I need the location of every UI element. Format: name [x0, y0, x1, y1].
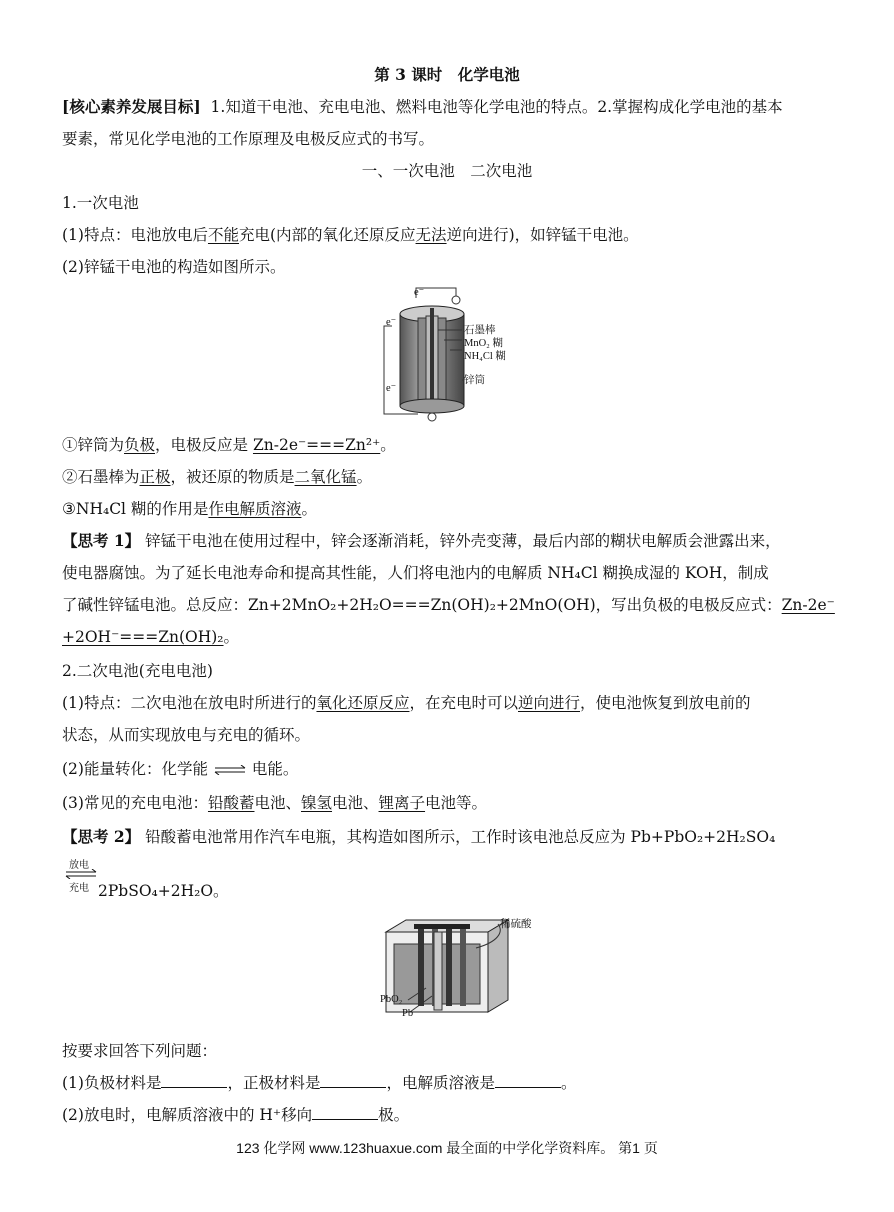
common-batteries: [62, 792, 842, 814]
text: ，正极材料是: [227, 1074, 321, 1092]
think-tag: 【思考 1】: [62, 531, 141, 550]
text: ，使电池恢复到放电前的: [580, 694, 751, 712]
label-electron-bottom: e⁻: [386, 383, 397, 394]
reversible-arrow-icon: [64, 869, 98, 879]
discharge-label: 放电: [69, 860, 89, 871]
text: (2)能量转化：化学能: [62, 760, 208, 778]
text: 了碱性锌锰电池。总反应：Zn+2MnO₂+2H₂O===Zn(OH)₂+2MnO(OH)，写出负极的电极反应式：: [62, 596, 782, 614]
text: 极。: [378, 1106, 410, 1124]
goals-tag: [核心素养发展目标]: [62, 97, 201, 116]
answer-blank-filled: 逆向进行: [518, 694, 581, 712]
charge-label: 充电: [69, 883, 89, 894]
answer-blank-filled: 负极: [124, 436, 156, 454]
label-nh4cl: NH₄Cl 糊: [464, 351, 506, 362]
answer-blank-filled: 锂离子: [378, 794, 426, 812]
dry-cell-figure: [378, 286, 538, 426]
page-title: 第 3 课时 化学电池: [374, 65, 520, 84]
answer-blank-filled: 镍氢: [301, 794, 333, 812]
think1-line-1: [62, 530, 842, 552]
label-electron-left: e⁻: [386, 317, 397, 328]
page-footer: 123 化学网 www.123huaxue.com 最全面的中学化学资料库。 第1 页: [236, 1140, 658, 1156]
answer-blank-filled: 铅酸蓄: [207, 794, 255, 812]
answer-blank[interactable]: [495, 1073, 561, 1088]
text: (1)特点：电池放电后: [62, 226, 208, 244]
answer-blank-filled: 氧化还原反应: [316, 694, 410, 712]
think1-line-2: 使电器腐蚀。为了延长电池寿命和提高其性能，人们将电池内的电解质 NH₄Cl 糊换成湿的 KOH，制成: [62, 564, 769, 582]
zinc-battery-desc: (2)锌锰干电池的构造如图所示。: [62, 258, 286, 276]
goals-line-2: 要素，常见化学电池的工作原理及电极反应式的书写。: [62, 130, 435, 148]
primary-feature: [62, 224, 842, 246]
answer-blank-filled: 不能: [207, 226, 239, 244]
label-pb: Pb: [402, 1008, 414, 1019]
answer-blank-filled: Zn-2e⁻: [781, 596, 835, 614]
text: 电池、: [332, 794, 379, 812]
section-heading-1: 一、一次电池 二次电池: [361, 162, 533, 180]
answer-question-1: [62, 1072, 842, 1094]
text: 。: [356, 468, 373, 486]
think-tag: 【思考 2】: [62, 827, 141, 846]
zinc-can-question: [62, 434, 842, 456]
answer-blank[interactable]: [312, 1105, 378, 1120]
think2-line-1: [62, 826, 842, 848]
text: 。: [561, 1074, 577, 1092]
graphite-question: [62, 466, 842, 488]
goals-line-1: [62, 96, 842, 118]
think1-line-3: [62, 594, 842, 616]
answer-blank-filled: 二氧化锰: [294, 468, 357, 486]
text: 铅酸蓄电池常用作汽车电瓶，其构造如图所示，工作时该电池总反应为 Pb+PbO₂+2H₂SO₄: [145, 828, 776, 846]
text: 。: [223, 628, 240, 646]
label-sulfuric-acid: 稀硫酸: [500, 919, 532, 930]
dry-cell-diagram: [378, 286, 538, 426]
text: ，电极反应是: [155, 436, 253, 454]
reversible-arrow-icon: [213, 765, 247, 775]
label-electron-top: e⁻: [414, 287, 425, 298]
text: 充电(内部的氧化还原反应: [238, 226, 416, 244]
lead-acid-figure: [378, 912, 538, 1024]
label-mno2: MnO₂ 糊: [464, 338, 503, 349]
nh4cl-question: [62, 498, 842, 520]
think1-line-4: [62, 626, 842, 648]
answer-question-2: [62, 1104, 842, 1126]
secondary-feature: [62, 692, 842, 714]
text: ③NH₄Cl 糊的作用是: [62, 500, 209, 518]
label-graphite: 石墨棒: [464, 325, 496, 336]
text: ②石墨棒为: [62, 468, 140, 486]
goals-text-1: 1.知道干电池、充电电池、燃料电池等化学电池的特点。2.掌握构成化学电池的基本: [210, 98, 783, 116]
text: (1)负极材料是: [62, 1074, 162, 1092]
secondary-battery-heading: 2.二次电池(充电电池): [62, 662, 213, 680]
text: ，在充电时可以: [409, 694, 518, 712]
text: (3)常见的充电电池：: [62, 794, 208, 812]
label-zinc-can: 锌筒: [464, 375, 485, 386]
answer-blank-filled: 正极: [139, 468, 171, 486]
text: (2)放电时，电解质溶液中的 H⁺移向: [62, 1106, 313, 1124]
text: ，电解质溶液是: [386, 1074, 495, 1092]
primary-battery-heading: 1.一次电池: [62, 194, 139, 212]
text: 。: [380, 436, 396, 454]
energy-conversion: [62, 758, 842, 780]
secondary-feature-cont: 状态，从而实现放电与充电的循环。: [62, 726, 311, 744]
text: ，被还原的物质是: [170, 468, 295, 486]
answer-blank-filled: 作电解质溶液: [208, 500, 302, 518]
text: 电能。: [251, 760, 299, 778]
answer-blank-filled: 无法: [415, 226, 447, 244]
text: (1)特点：二次电池在放电时所进行的: [62, 694, 317, 712]
reaction-condition: [64, 856, 98, 892]
text: 电池等。: [425, 794, 488, 812]
label-pbo2: PbO₂: [380, 994, 403, 1005]
text: 。: [301, 500, 317, 518]
answer-blank-filled: Zn-2e⁻===Zn²⁺: [252, 436, 381, 454]
answer-blank-filled: +2OH⁻===Zn(OH)₂: [62, 628, 224, 646]
text: ①锌筒为: [62, 436, 125, 454]
answer-blank[interactable]: [320, 1073, 386, 1088]
answer-blank[interactable]: [161, 1073, 227, 1088]
text: 电池、: [254, 794, 301, 812]
think2-line-2: 2PbSO₄+2H₂O。: [98, 882, 229, 900]
text: 锌锰干电池在使用过程中，锌会逐渐消耗，锌外壳变薄，最后内部的糊状电解质会泄露出来，: [145, 532, 781, 550]
answer-heading: 按要求回答下列问题：: [62, 1042, 218, 1060]
text: 逆向进行)，如锌锰干电池。: [446, 226, 639, 244]
